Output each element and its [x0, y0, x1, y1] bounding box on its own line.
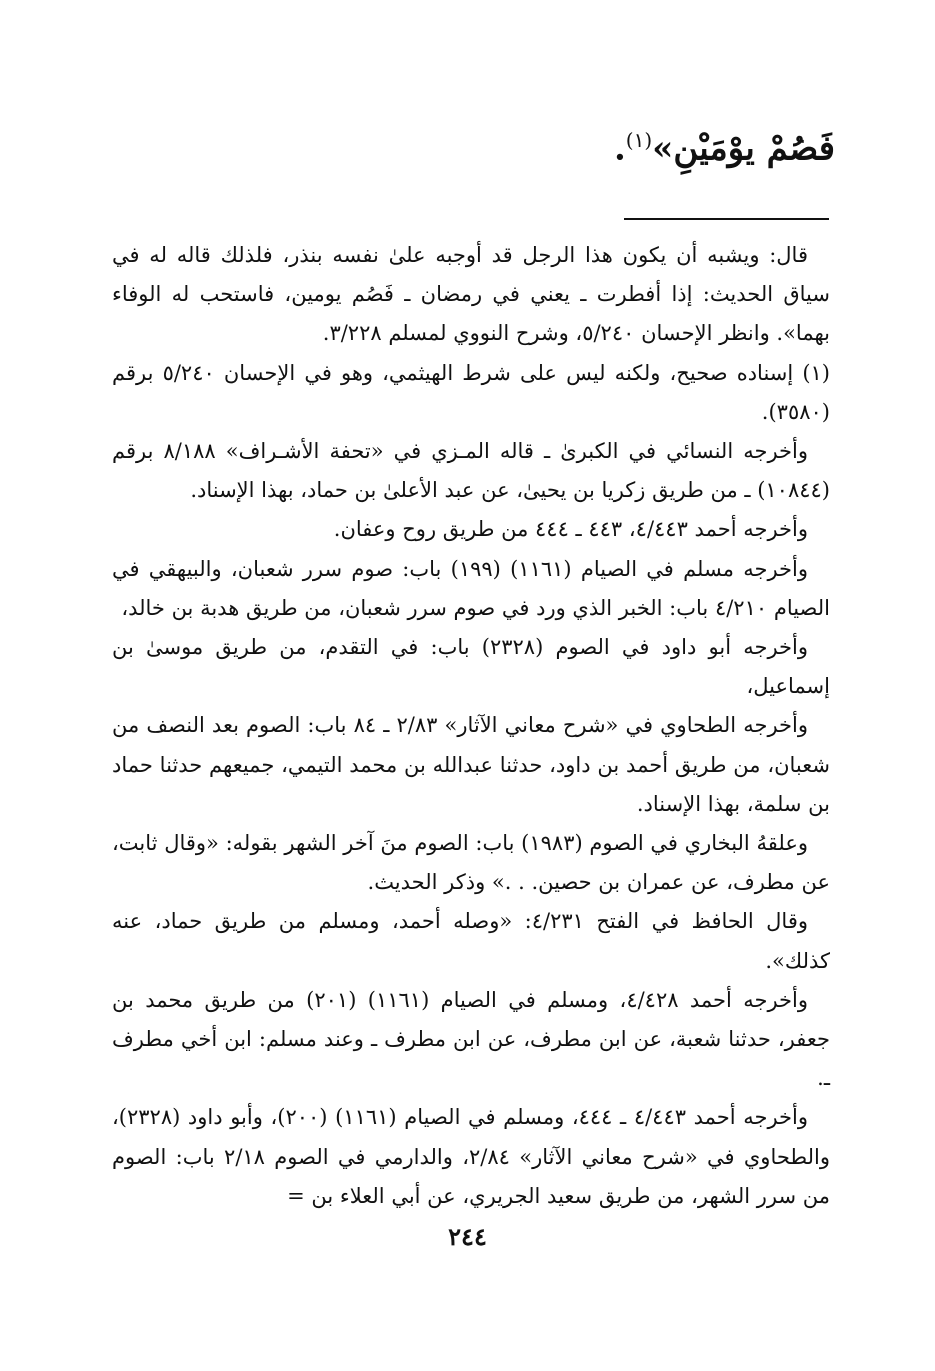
footnotes — [112, 236, 830, 1216]
main-text-end: . — [613, 128, 626, 169]
footnote-paragraph-4: وأخرجه أبو داود في الصوم (٢٣٢٨) باب: في التقدم، من طريق موسىٰ بن إسماعيل، — [112, 635, 830, 699]
footnote-paragraph-2: وأخرجه أحمد ٤/٤٤٣، ٤٤٣ ـ ٤٤٤ من طريق روح وعفان. — [333, 517, 808, 542]
main-text-line — [614, 128, 835, 168]
footnote-ref: (١) — [625, 128, 653, 152]
footnote-separator — [624, 218, 829, 220]
page-number: ٢٤٤ — [448, 1222, 487, 1251]
footnote-1: (١) إسناده صحيح، ولكنه ليس على شرط الهيثمي، وهو في الإحسان ٥/٢٤٠ برقم (٣٥٨٠). — [112, 360, 830, 424]
footnote-paragraph-3: وأخرجه مسلم في الصيام (١١٦١) (١٩٩) باب: صوم سرر شعبان، والبيهقي في الصيام ٤/٢١٠ باب: الخبر الذي ورد في صوم سرر شعبان، من طريق هدبة بن خالد، — [112, 556, 830, 620]
footnote-paragraph-6: وعلقهُ البخاري في الصوم (١٩٨٣) باب: الصوم منَ آخر الشهر بقوله: «وقال ثابت، عن مطرف، عن عمران بن حصين. . .» وذكر الحديث. — [112, 831, 830, 895]
footnote-continuation: قال: ويشبه أن يكون هذا الرجل قد أوجبه علىٰ نفسه بنذر، فلذلك قاله له في سياق الحديث: إذا أفطرت ـ يعني في رمضان ـ فَصُم يومين، فاستحب له الوفاء بهما». وانظر الإحسان ٥/٢٤٠، وشرح النووي لمسلم ٣/٢٢٨. — [112, 243, 830, 346]
main-text: فَصُمْ يوْمَيْنِ» — [652, 128, 835, 169]
footnote-paragraph-5: وأخرجه الطحاوي في «شرح معاني الآثار» ٢/٨٣ ـ ٨٤ باب: الصوم بعد النصف من شعبان، من طريق أحمد بن داود، حدثنا عبدالله بن محمد التيمي، جميعهم حدثنا حماد بن سلمة، بهذا الإسناد. — [112, 713, 830, 816]
footnote-paragraph-1: وأخرجه النسائي في الكبرىٰ ـ قاله المـزي في «تحفة الأشـراف» ٨/١٨٨ برقم (١٠٨٤٤) ـ من طريق زكريا بن يحيىٰ، عن عبد الأعلىٰ بن حماد، بهذا الإسناد. — [112, 439, 830, 503]
footnote-paragraph-8: وأخرجه أحمد ٤/٤٢٨، ومسلم في الصيام (١١٦١) (٢٠١) من طريق محمد بن جعفر، حدثنا شعبة، عن ابن مطرف، عن ابن مطرف ـ وعند مسلم: ابن أخي مطرف ـ. — [112, 987, 830, 1091]
footnote-paragraph-9: وأخرجه أحمد ٤/٤٤٣ ـ ٤٤٤، ومسلم في الصيام (١١٦١) (٢٠٠)، وأبو داود (٢٣٢٨)، والطحاوي في «شرح معاني الآثار» ٢/٨٤، والدارمي في الصوم ٢/١٨ باب: الصوم من سرر الشهر، من طريق سعيد الجريري، عن أبي العلاء بن = — [112, 1105, 830, 1208]
footnote-paragraph-7: وقال الحافظ في الفتح ٤/٢٣١: «وصله أحمد، ومسلم من طريق حماد، عنه كذلك». — [112, 909, 830, 973]
